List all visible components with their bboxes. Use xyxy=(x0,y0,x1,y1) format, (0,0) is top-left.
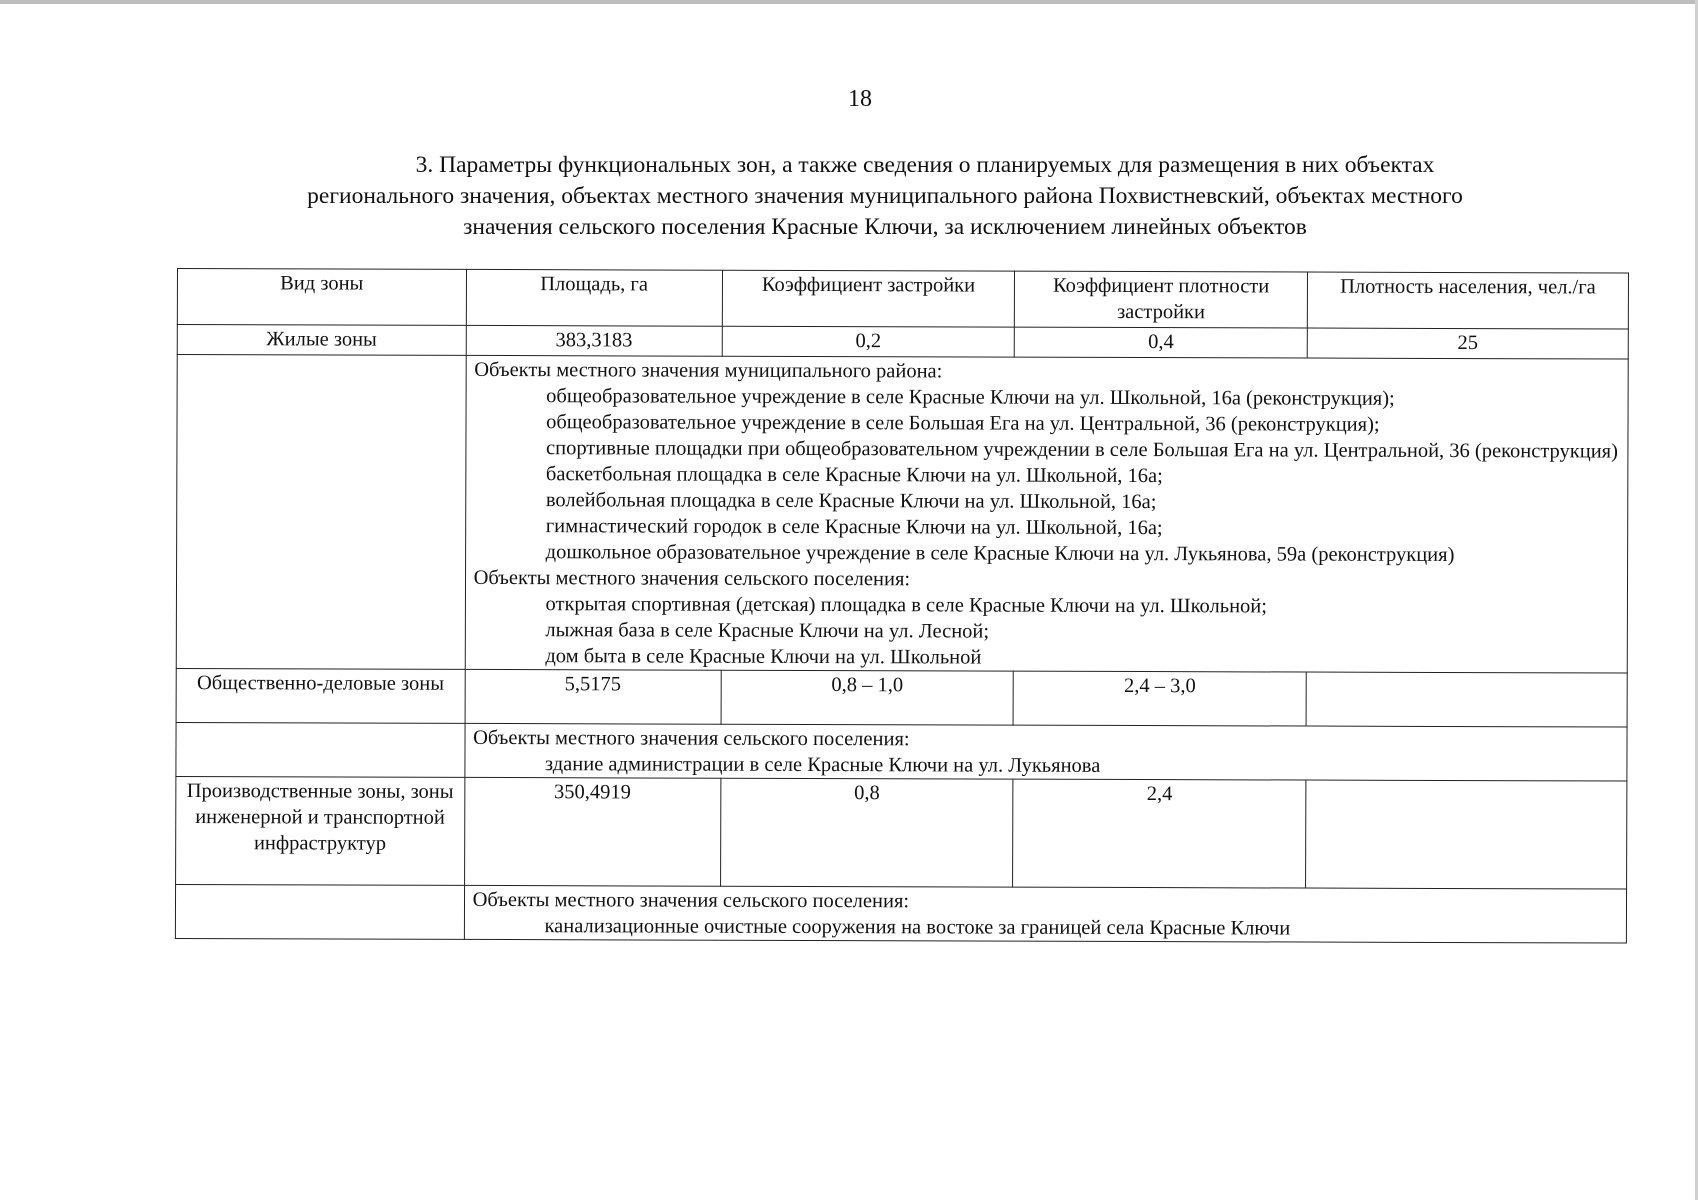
list-item: дом быта в селе Красные Ключи на ул. Школьной xyxy=(545,645,982,669)
zone-density-coef: 2,4 xyxy=(1013,779,1306,888)
zone-area: 5,5175 xyxy=(465,669,721,724)
objects-description xyxy=(464,723,1627,781)
zone-population-density: 25 xyxy=(1307,328,1628,359)
table-row-public-objects xyxy=(176,722,1627,781)
zone-build-coef: 0,8 xyxy=(720,778,1013,887)
table-header-row xyxy=(177,269,1628,330)
list-item: открытая спортивная (детская) площадка в селе Красные Ключи на ул. Школьной; xyxy=(545,593,1268,618)
section-title xyxy=(170,150,1600,243)
zone-area: 383,3183 xyxy=(466,325,722,356)
zone-build-coef: 0,2 xyxy=(722,326,1015,357)
list-item: канализационные очистные сооружения на востоке за границей села Красные Ключи xyxy=(544,915,1291,940)
zone-population-density xyxy=(1306,672,1627,727)
list-item: гимнастический городок в селе Красные Ключи на ул. Школьной, 16а; xyxy=(545,515,1163,540)
list-item: лыжная база в селе Красные Ключи на ул. Лесной; xyxy=(545,619,990,643)
settlement-objects-title: Объекты местного значения сельского поселения: xyxy=(473,566,911,591)
table-row-industrial xyxy=(176,776,1627,889)
empty-cell xyxy=(175,884,464,939)
zone-name: Жилые зоны xyxy=(177,325,466,356)
zone-build-coef: 0,8 – 1,0 xyxy=(721,670,1014,725)
objects-description xyxy=(464,885,1627,943)
header-zone-type: Вид зоны xyxy=(177,269,466,326)
zone-area: 350,4919 xyxy=(464,777,721,886)
list-item: общеобразовательное учреждение в селе Красные Ключи на ул. Школьной, 16а (реконструкция); xyxy=(546,385,1395,410)
header-area: Площадь, га xyxy=(466,269,722,326)
empty-cell xyxy=(176,355,466,670)
list-item: дошкольное образовательное учреждение в селе Красные Ключи на ул. Лукьянова, 59а (реконструкция) xyxy=(545,541,1455,567)
list-item: общеобразовательное учреждение в селе Большая Ега на ул. Центральной, 36 (реконструкция); xyxy=(546,411,1380,436)
header-build-coef: Коэффициент застройки xyxy=(722,270,1015,327)
zone-name: Общественно-деловые зоны xyxy=(176,668,465,723)
list-item: волейбольная площадка в селе Красные Ключи на ул. Школьной, 16а; xyxy=(545,489,1157,514)
title-line-3: значения сельского поселения Красные Ключи, за исключением линейных объектов xyxy=(463,214,1307,240)
list-item: спортивные площадки при общеобразовательном учреждении в селе Большая Ега на ул. Центральной, 36 (реконструкция) xyxy=(545,437,1618,463)
zone-population-density xyxy=(1306,780,1627,889)
scan-edge-top xyxy=(0,0,1698,4)
header-density-coef: Коэффициент плотности застройки xyxy=(1015,271,1308,328)
empty-cell xyxy=(176,722,465,777)
list-item: баскетбольная площадка в селе Красные Ключи на ул. Школьной, 16а; xyxy=(545,463,1163,488)
settlement-objects-title: Объекты местного значения сельского поселения: xyxy=(473,726,910,751)
page-number: 18 xyxy=(848,86,872,112)
settlement-objects-title: Объекты местного значения сельского поселения: xyxy=(472,888,910,913)
zones-table xyxy=(175,268,1629,944)
municipal-objects-title: Объекты местного значения муниципального района: xyxy=(474,358,943,383)
title-line-2: регионального значения, объектах местного значения муниципального района Похвистневский, объектах местного xyxy=(307,183,1463,209)
zone-name: Производственные зоны, зоны инженерной и транспортной инфраструктур xyxy=(176,776,465,885)
table-row-residential xyxy=(177,325,1628,360)
header-population-density: Плотность населения, чел./га xyxy=(1307,272,1628,329)
list-item: здание администрации в селе Красные Ключи на ул. Лукьянова xyxy=(544,753,1101,777)
zone-density-coef: 2,4 – 3,0 xyxy=(1013,671,1306,726)
title-line-1: 3. Параметры функциональных зон, а также сведения о планируемых для размещения в них объектах xyxy=(415,152,1435,178)
table-row-industrial-objects xyxy=(175,884,1626,943)
table-row-residential-objects xyxy=(176,355,1628,674)
zone-density-coef: 0,4 xyxy=(1015,327,1308,358)
objects-description xyxy=(465,355,1628,673)
table-row-public xyxy=(176,668,1627,727)
